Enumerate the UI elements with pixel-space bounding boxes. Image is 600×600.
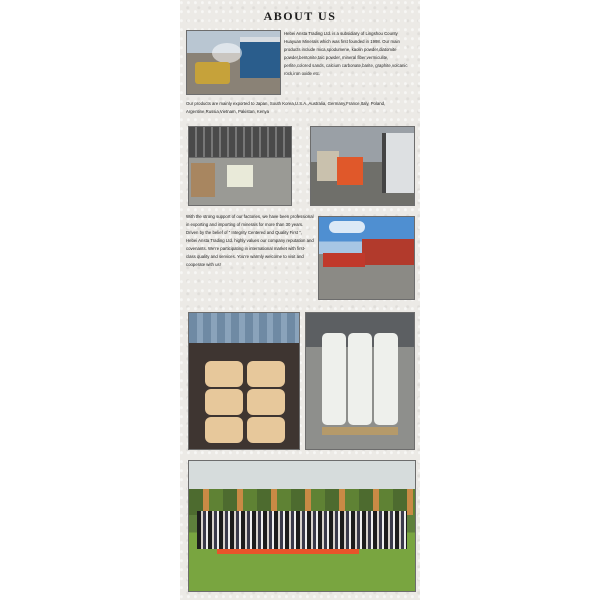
team-photo <box>188 460 416 592</box>
loader-photo <box>186 30 281 95</box>
intro-paragraph: Hebei Ansta Trading Ltd. is a subsidiary of Lingshou County Huayuan Minerals which was first founded in 1998. Our main products include mica,spodumene, kaolin powder,diatomite powder,bentonite,talc powder, mineral fiber,vermiculite, perlite,colored sands, calcium carbonate,barite, graphite,volcanic rock,iron oxide etc. <box>284 31 408 76</box>
warehouse-photo <box>188 126 292 206</box>
support-paragraph: With the strong support of our factories, we have been professional in exporting and importing of minerals for more than 30 years. Driven by the belief of “ Integrity Centered and Quality First ”, Hebei Ansta Trading Ltd. highly values our company reputation and covenants. We’re participating in international market with first-class quality and services. You’re warmly welcome to visit and cooperate with us! <box>186 214 314 267</box>
section-title: ABOUT US <box>263 9 337 23</box>
container-loading-photo <box>188 312 300 450</box>
bulk-bags-photo <box>305 312 415 450</box>
export-paragraph: Our products are mainly exported to Japan, South Korea,U.S.A.,Australia, Germany,France,Italy, Poland, Argentine,Russia,Vietnam, Pakistan, Kenya <box>186 101 386 114</box>
forklift-photo <box>310 126 415 206</box>
factory-building-photo <box>318 216 415 300</box>
